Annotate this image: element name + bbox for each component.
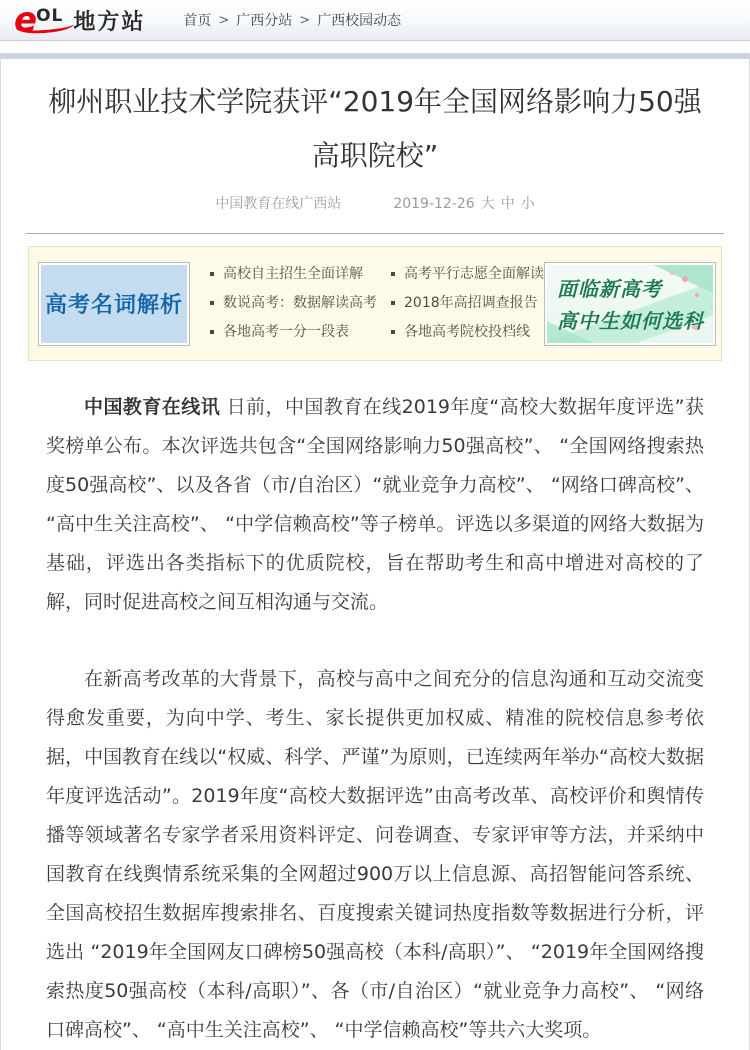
gaokao-terms-banner-image <box>41 265 187 343</box>
breadcrumb <box>183 10 401 30</box>
promo-link-label: 各地高考一分一段表 <box>223 324 349 340</box>
promo-links-column-2 <box>391 260 544 347</box>
eol-logo[interactable] <box>14 0 64 40</box>
paragraph-2 <box>46 660 704 1050</box>
promo-link[interactable] <box>210 318 377 347</box>
promo-box <box>28 246 722 361</box>
paragraph-1-lead: 中国教育在线讯 <box>84 396 221 418</box>
eol-logo-ol: OL <box>36 6 64 26</box>
paragraph-1-text: 日前，中国教育在线2019年度“高校大数据年度评选”获奖榜单公布。本次评选共包含“全国网络影响力50强高校”、 “全国网络搜索热度50强高校”、以及各省（市/自治区）“就业竞争力高校”、 “网络口碑高校”、 “高中生关注高校”、 “中学信赖高校”等子榜单。评选以多渠道的网络大数据为基础，评选出各类指标下的优质院校，旨在帮助考生和高中增进对高校的了解，同时促进高校之间互相沟通与交流。 <box>46 396 704 613</box>
font-size-medium-button[interactable]: 中 <box>500 196 515 212</box>
promo-link-label: 各地高考院校投档线 <box>404 324 530 340</box>
main-content <box>0 53 750 1050</box>
new-gaokao-banner-line1: 面临新高考 <box>557 277 662 301</box>
font-size-large-button[interactable]: 大 <box>480 196 495 212</box>
bullet-icon <box>210 301 214 305</box>
bullet-icon <box>210 330 214 334</box>
article-date: 2019-12-26 <box>393 196 475 212</box>
paragraph-1 <box>46 388 704 622</box>
promo-link-label: 高校自主招生全面详解 <box>223 266 363 282</box>
top-header <box>0 0 750 41</box>
title-divider <box>26 233 724 234</box>
byline <box>1 193 749 213</box>
gaokao-terms-banner[interactable] <box>38 262 190 346</box>
promo-link-label: 数说高考：数据解读高考 <box>223 295 377 311</box>
gaokao-terms-banner-label: 高考名词解析 <box>44 293 183 318</box>
new-gaokao-banner-image <box>547 265 713 343</box>
content-top-bar <box>1 53 749 59</box>
font-size-small-button[interactable]: 小 <box>520 196 535 212</box>
breadcrumb-home[interactable]: 首页 <box>183 13 212 29</box>
promo-link[interactable] <box>210 289 377 318</box>
breadcrumb-separator: > <box>299 12 311 28</box>
promo-link[interactable] <box>391 289 544 318</box>
article-source: 中国教育在线广西站 <box>215 196 342 212</box>
header-gap <box>0 41 750 53</box>
article-body <box>1 388 749 1050</box>
promo-link-label: 2018年高招调查报告 <box>404 295 538 311</box>
paragraph-2-text: 在新高考改革的大背景下，高校与高中之间充分的信息沟通和互动交流变得愈发重要，为向中学、考生、家长提供更加权威、精准的院校信息参考依据，中国教育在线以“权威、科学、严谨”为原则，已连续两年举办“高校大数据年度评选活动”。2019年度“高校大数据评选”由高考改革、高校评价和舆情传播等领域著名专家学者采用资料评定、问卷调查、专家评审等方法，并采纳中国教育在线舆情系统采集的全网超过900万以上信息源、高招智能问答系统、全国高校招生数据库搜索排名、百度搜索关键词热度指数等数据进行分析，评选出 “2019年全国网友口碑榜50强高校（本科/高职）”、 “2019年全国网络搜索热度50强高校（本科/高职）”、各（市/自治区）“就业竞争力高校”、 “网络口碑高校”、 “高中生关注高校”、 “中学信赖高校”等共六大奖项。 <box>46 668 704 1041</box>
new-gaokao-banner[interactable] <box>544 262 716 346</box>
eol-logo-e: e <box>14 0 36 40</box>
bullet-icon <box>391 301 395 305</box>
site-name: 地方站 <box>73 9 146 35</box>
promo-link[interactable] <box>210 260 377 289</box>
promo-link[interactable] <box>391 260 544 289</box>
breadcrumb-separator: > <box>218 12 230 28</box>
bullet-icon <box>391 272 395 276</box>
promo-link-label: 高考平行志愿全面解读 <box>404 266 544 282</box>
new-gaokao-banner-line2: 高中生如何选科 <box>557 309 704 333</box>
promo-links-column-1 <box>210 260 377 347</box>
promo-link[interactable] <box>391 318 544 347</box>
breadcrumb-current-page: 广西校园动态 <box>317 13 402 29</box>
bullet-icon <box>210 272 214 276</box>
breadcrumb-guangxi-branch[interactable]: 广西分站 <box>236 13 293 29</box>
bullet-icon <box>391 330 395 334</box>
page-title: 柳州职业技术学院获评“2019年全国网络影响力50强高职院校” <box>48 85 702 172</box>
